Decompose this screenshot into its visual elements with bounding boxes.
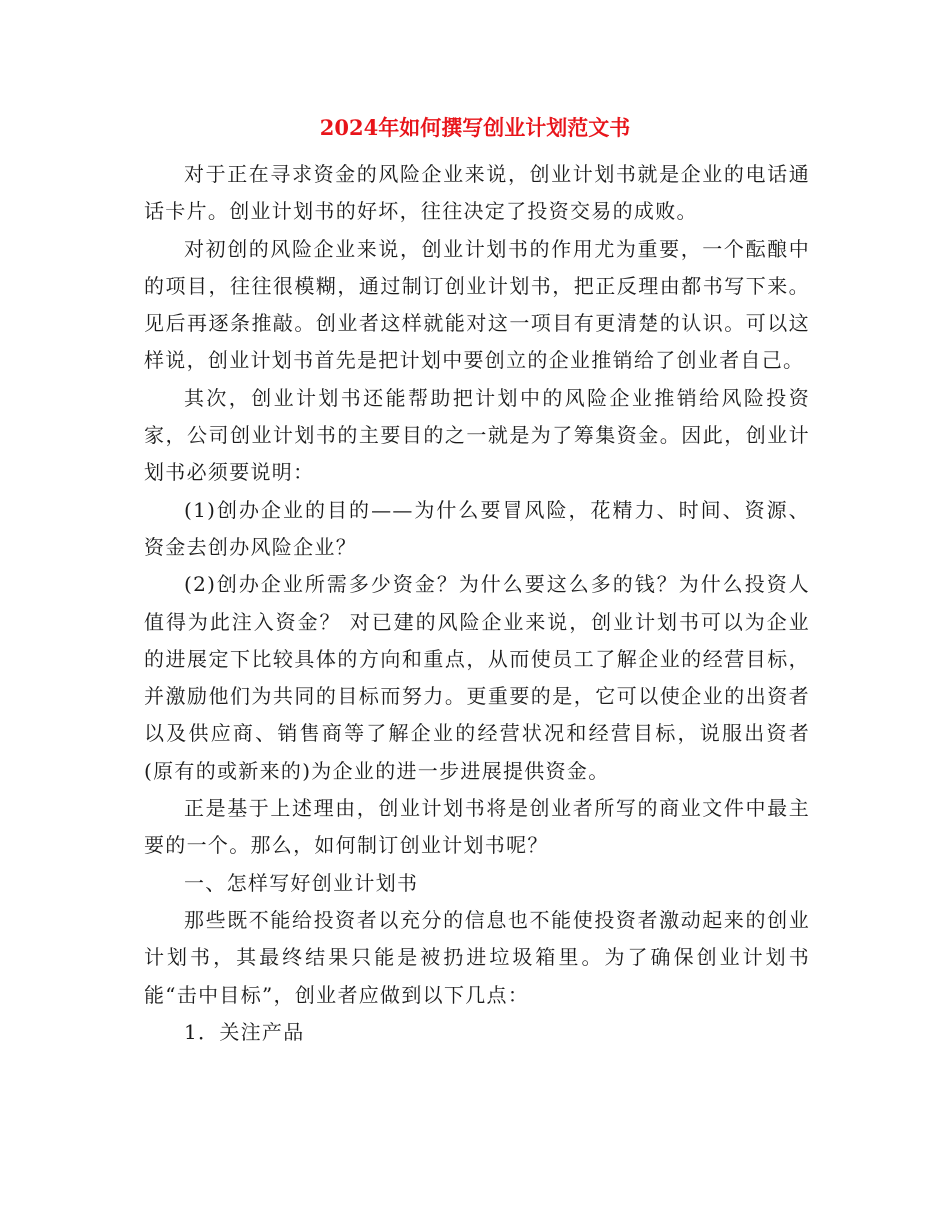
list-item-1: 1．关注产品	[184, 1019, 305, 1044]
paragraph-3: 其次，创业计划书还能帮助把计划中的风险企业推销给风险投资家，公司创业计划书的主要目的之一就是为了筹集资金。因此，创业计划书必须要说明：	[144, 385, 810, 485]
paragraph-2: 对初创的风险企业来说，创业计划书的作用尤为重要，一个酝酿中的项目，往往很模糊，通过制订创业计划书，把正反理由都书写下来。见后再逐条推敲。创业者这样就能对这一项目有更清楚的认识。可以这样说，创业计划书首先是把计划中要创立的企业推销给了创业者自己。	[144, 236, 810, 373]
section-heading-1: 一、怎样写好创业计划书	[184, 870, 419, 895]
paragraph-5: (2)创办企业所需多少资金？为什么要这么多的钱？为什么投资人值得为此注入资金？ 对已建的风险企业来说，创业计划书可以为企业的进展定下比较具体的方向和重点，从而使员工了解企业的经营目标，并激励他们为共同的目标而努力。更重要的是，它可以使企业的出资者以及供应商、销售商等了解企业的经营状况和经营目标，说服出资者(原有的或新来的)为企业的进一步进展提供资金。	[144, 572, 810, 783]
document-title: 2024年如何撰写创业计划范文书	[319, 115, 631, 140]
paragraph-7: 那些既不能给投资者以充分的信息也不能使投资者激动起来的创业计划书，其最终结果只能是被扔进垃圾箱里。为了确保创业计划书能“击中目标”，创业者应做到以下几点：	[144, 907, 810, 1007]
paragraph-1: 对于正在寻求资金的风险企业来说，创业计划书就是企业的电话通话卡片。创业计划书的好坏，往往决定了投资交易的成败。	[144, 162, 810, 224]
paragraph-6: 正是基于上述理由，创业计划书将是创业者所写的商业文件中最主要的一个。那么，如何制订创业计划书呢？	[144, 796, 810, 858]
paragraph-4: (1)创办企业的目的——为什么要冒风险，花精力、时间、资源、资金去创办风险企业？	[144, 497, 810, 559]
document-body	[144, 156, 810, 1051]
